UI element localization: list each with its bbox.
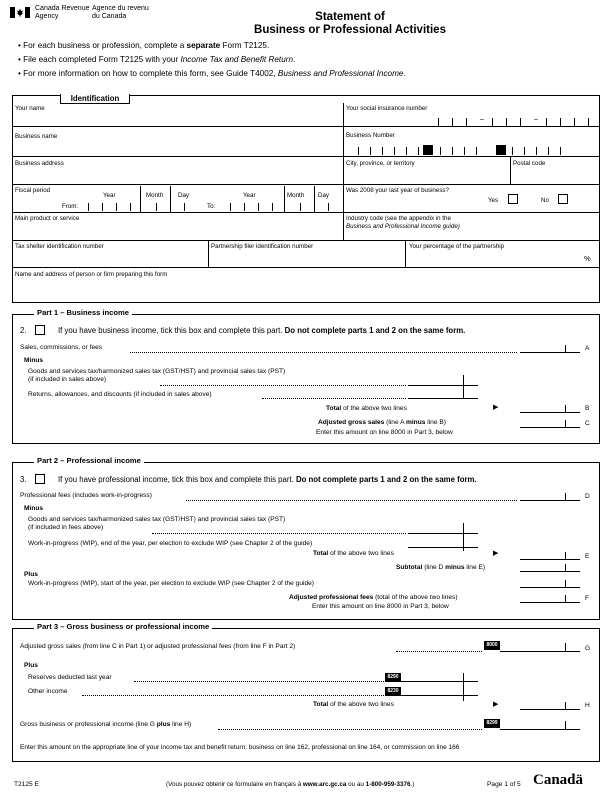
to-year-label: Year: [243, 192, 256, 199]
other-income-label: Other income: [28, 688, 68, 695]
business-name-field[interactable]: [13, 141, 342, 155]
part2-minus-label: Minus: [24, 505, 44, 512]
part3-total-label: Total of the above two lines: [313, 701, 394, 708]
bullet-2: • File each completed Form T2125 with your Income Tax and Benefit Return.: [18, 55, 296, 64]
part2-checkbox[interactable]: [35, 474, 45, 484]
tax-shelter-field[interactable]: [13, 251, 207, 266]
french-availability-note: (Vous pouvez obtenir ce formulaire en français à www.arc.gc.ca ou au 1-800-959-3376.): [166, 781, 415, 788]
adjusted-gross-sales-label: Adjusted gross sales (line A minus line B): [318, 419, 446, 426]
part2-number: 3.: [20, 475, 27, 484]
your-name-label: Your name: [15, 105, 45, 112]
preparer-label: Name and address of person or firm preparing this form: [15, 271, 168, 278]
line-f-field[interactable]: [520, 602, 580, 603]
main-product-label: Main product or service: [15, 215, 80, 222]
to-month-label: Month: [287, 192, 305, 199]
line-g-field[interactable]: [500, 651, 580, 652]
no-label: No: [541, 197, 549, 204]
part1-intro: If you have business income, tick this box and complete this part. Do not complete parts 1 and 2 on the same form.: [58, 326, 466, 335]
form-id: T2125 E: [14, 781, 39, 788]
instruction-bullets: [18, 39, 406, 81]
part3-arrow-1: ▶: [493, 701, 499, 708]
returns-label: Returns, allowances, and discounts (if included in sales above): [28, 391, 212, 398]
part2-intro: If you have professional income, tick this box and complete this part. Do not complete parts 1 and 2 on the same form.: [58, 475, 477, 484]
wip-start-field[interactable]: [520, 587, 580, 588]
part2-total-label: Total of the above two lines: [313, 550, 394, 557]
agency-name-fr: Agence du revenu du Canada: [92, 5, 149, 20]
preparer-field[interactable]: [13, 280, 599, 302]
adjusted-professional-fees-label: Adjusted professional fees (total of the above two lines): [289, 594, 458, 601]
line-a-letter: A: [585, 345, 590, 352]
code-8000-badge: 8000: [484, 641, 500, 650]
partnership-filer-label: Partnership filer identification number: [211, 243, 314, 250]
line-c-letter: C: [585, 420, 590, 427]
part2-arrow-1: ▶: [493, 550, 499, 557]
sin-label: Your social insurance number: [346, 105, 428, 112]
line-e-letter: E: [585, 553, 590, 560]
sin-field[interactable]: – –: [430, 116, 595, 126]
reserves-field[interactable]: [401, 681, 478, 682]
part3-adjusted-label: Adjusted gross sales (from line C in Part 1) or adjusted professional fees (from line F in Part 2): [20, 643, 296, 650]
part3-plus-label: Plus: [24, 662, 38, 669]
line-g-letter: G: [585, 645, 591, 652]
partnership-pct-label: Your percentage of the partnership: [409, 243, 505, 250]
identification-title: Identification: [60, 94, 130, 104]
business-address-field[interactable]: [13, 168, 342, 183]
industry-code-field[interactable]: [344, 231, 599, 239]
your-name-field[interactable]: [13, 104, 342, 126]
from-month-label: Month: [146, 192, 164, 199]
part1-number: 2.: [20, 326, 27, 335]
form-title: Statement of Business or Professional Activities: [254, 11, 446, 36]
part2-gst-label: Goods and services tax/harmonized sales tax (GST/HST) and provincial sales tax (PST) (if included in fees above): [28, 516, 286, 531]
part1-title: Part 1 – Business income: [34, 308, 132, 317]
gross-income-label: Gross business or professional income (line G plus line H): [20, 721, 192, 728]
line-b-letter: B: [585, 405, 590, 412]
to-label: To:: [207, 203, 216, 210]
sales-label: Sales, commissions, or fees: [20, 344, 103, 351]
part1-arrow-1: ▶: [493, 404, 499, 411]
business-number-label: Business Number: [346, 132, 395, 139]
bullet-3: • For more information on how to complete this form, see Guide T4002, Business and Professional Income.: [18, 69, 406, 78]
line-f-letter: F: [585, 595, 590, 602]
returns-field[interactable]: [408, 398, 478, 399]
part1-gst-field[interactable]: [408, 385, 478, 386]
line-h-field[interactable]: [520, 709, 580, 710]
from-day-label: Day: [178, 192, 190, 199]
line-e-field[interactable]: [520, 559, 580, 560]
part2-gst-field[interactable]: [408, 533, 478, 534]
agency-name-en: Canada Revenue Agency: [35, 5, 90, 20]
line-h-letter: H: [585, 702, 590, 709]
to-date-field[interactable]: [222, 200, 340, 212]
business-name-label: Business name: [15, 133, 58, 140]
line-d-letter: D: [585, 493, 590, 500]
reserves-label: Reserves deducted last year: [28, 674, 112, 681]
to-day-label: Day: [318, 192, 330, 199]
code-8230-badge: 8230: [385, 687, 401, 696]
government-flag-icon: [10, 7, 30, 18]
bullet-1: • For each business or profession, complete a separate Form T2125.: [18, 41, 270, 50]
partnership-filer-field[interactable]: [209, 251, 404, 266]
business-address-label: Business address: [15, 160, 64, 167]
from-date-field[interactable]: [80, 200, 198, 212]
part2-title: Part 2 – Professional income: [34, 456, 144, 465]
yes-label: Yes: [488, 197, 499, 204]
other-income-field[interactable]: [401, 695, 478, 696]
part1-minus-label: Minus: [24, 357, 44, 364]
part2-enter-note: Enter this amount on line 8000 in Part 3, below: [312, 603, 449, 610]
city-field[interactable]: [344, 168, 509, 183]
part1-enter-note: Enter this amount on line 8000 in Part 3, below: [316, 429, 453, 436]
code-8299-badge: 8299: [484, 719, 500, 728]
canada-wordmark: Canadä: [533, 772, 584, 788]
part3-title: Part 3 – Gross business or professional income: [34, 622, 212, 631]
city-label: City, province, or territory: [346, 160, 415, 167]
line-a-field[interactable]: [520, 352, 580, 353]
code-8290-badge: 8290: [385, 673, 401, 682]
line-d-field[interactable]: [520, 500, 580, 501]
postal-code-field[interactable]: [511, 168, 599, 183]
line-c-field[interactable]: [520, 427, 580, 428]
from-year-label: Year: [103, 192, 116, 199]
part1-checkbox[interactable]: [35, 325, 45, 335]
line-b-field[interactable]: [520, 412, 580, 413]
subtotal-label: Subtotal (line D minus line E): [396, 564, 486, 571]
gross-income-field[interactable]: [500, 729, 580, 730]
no-checkbox[interactable]: [558, 194, 568, 204]
wip-end-field[interactable]: [408, 547, 478, 548]
part3-enter-note: Enter this amount on the appropriate line of your income tax and benefit return: business on line 162, professional on line 164, or commission on line 166: [20, 744, 460, 751]
professional-fees-label: Professional fees (includes work-in-progress): [20, 492, 152, 499]
wip-end-label: Work-in-progress (WIP), end of the year, per election to exclude WIP (see Chapter 2 of the guide): [28, 540, 313, 547]
part1-total-label: Total of the above two lines: [326, 405, 407, 412]
part2-plus-label: Plus: [24, 571, 38, 578]
last-year-question: Was 2008 your last year of business?: [346, 187, 449, 194]
from-label: From:: [62, 203, 79, 210]
partnership-pct-field[interactable]: [407, 251, 587, 266]
main-product-field[interactable]: [13, 224, 342, 239]
subtotal-field[interactable]: [520, 571, 580, 572]
page-number: Page 1 of 5: [487, 781, 521, 788]
wip-start-label: Work-in-progress (WIP), start of the year, per election to exclude WIP (see Chapter 2 of the guide): [28, 580, 314, 587]
tax-shelter-label: Tax shelter identification number: [15, 243, 104, 250]
postal-code-label: Postal code: [513, 160, 546, 167]
part1-gst-label: Goods and services tax/harmonized sales tax (GST/HST) and provincial sales tax (PST) (if included in sales above): [28, 368, 286, 383]
yes-checkbox[interactable]: [508, 194, 518, 204]
percent-sign: %: [584, 254, 591, 263]
business-number-field[interactable]: [350, 144, 598, 156]
fiscal-period-label: Fiscal period: [15, 187, 51, 194]
industry-code-label: Industry code (see the appendix in the Business and Professional Income guide): [346, 215, 460, 230]
